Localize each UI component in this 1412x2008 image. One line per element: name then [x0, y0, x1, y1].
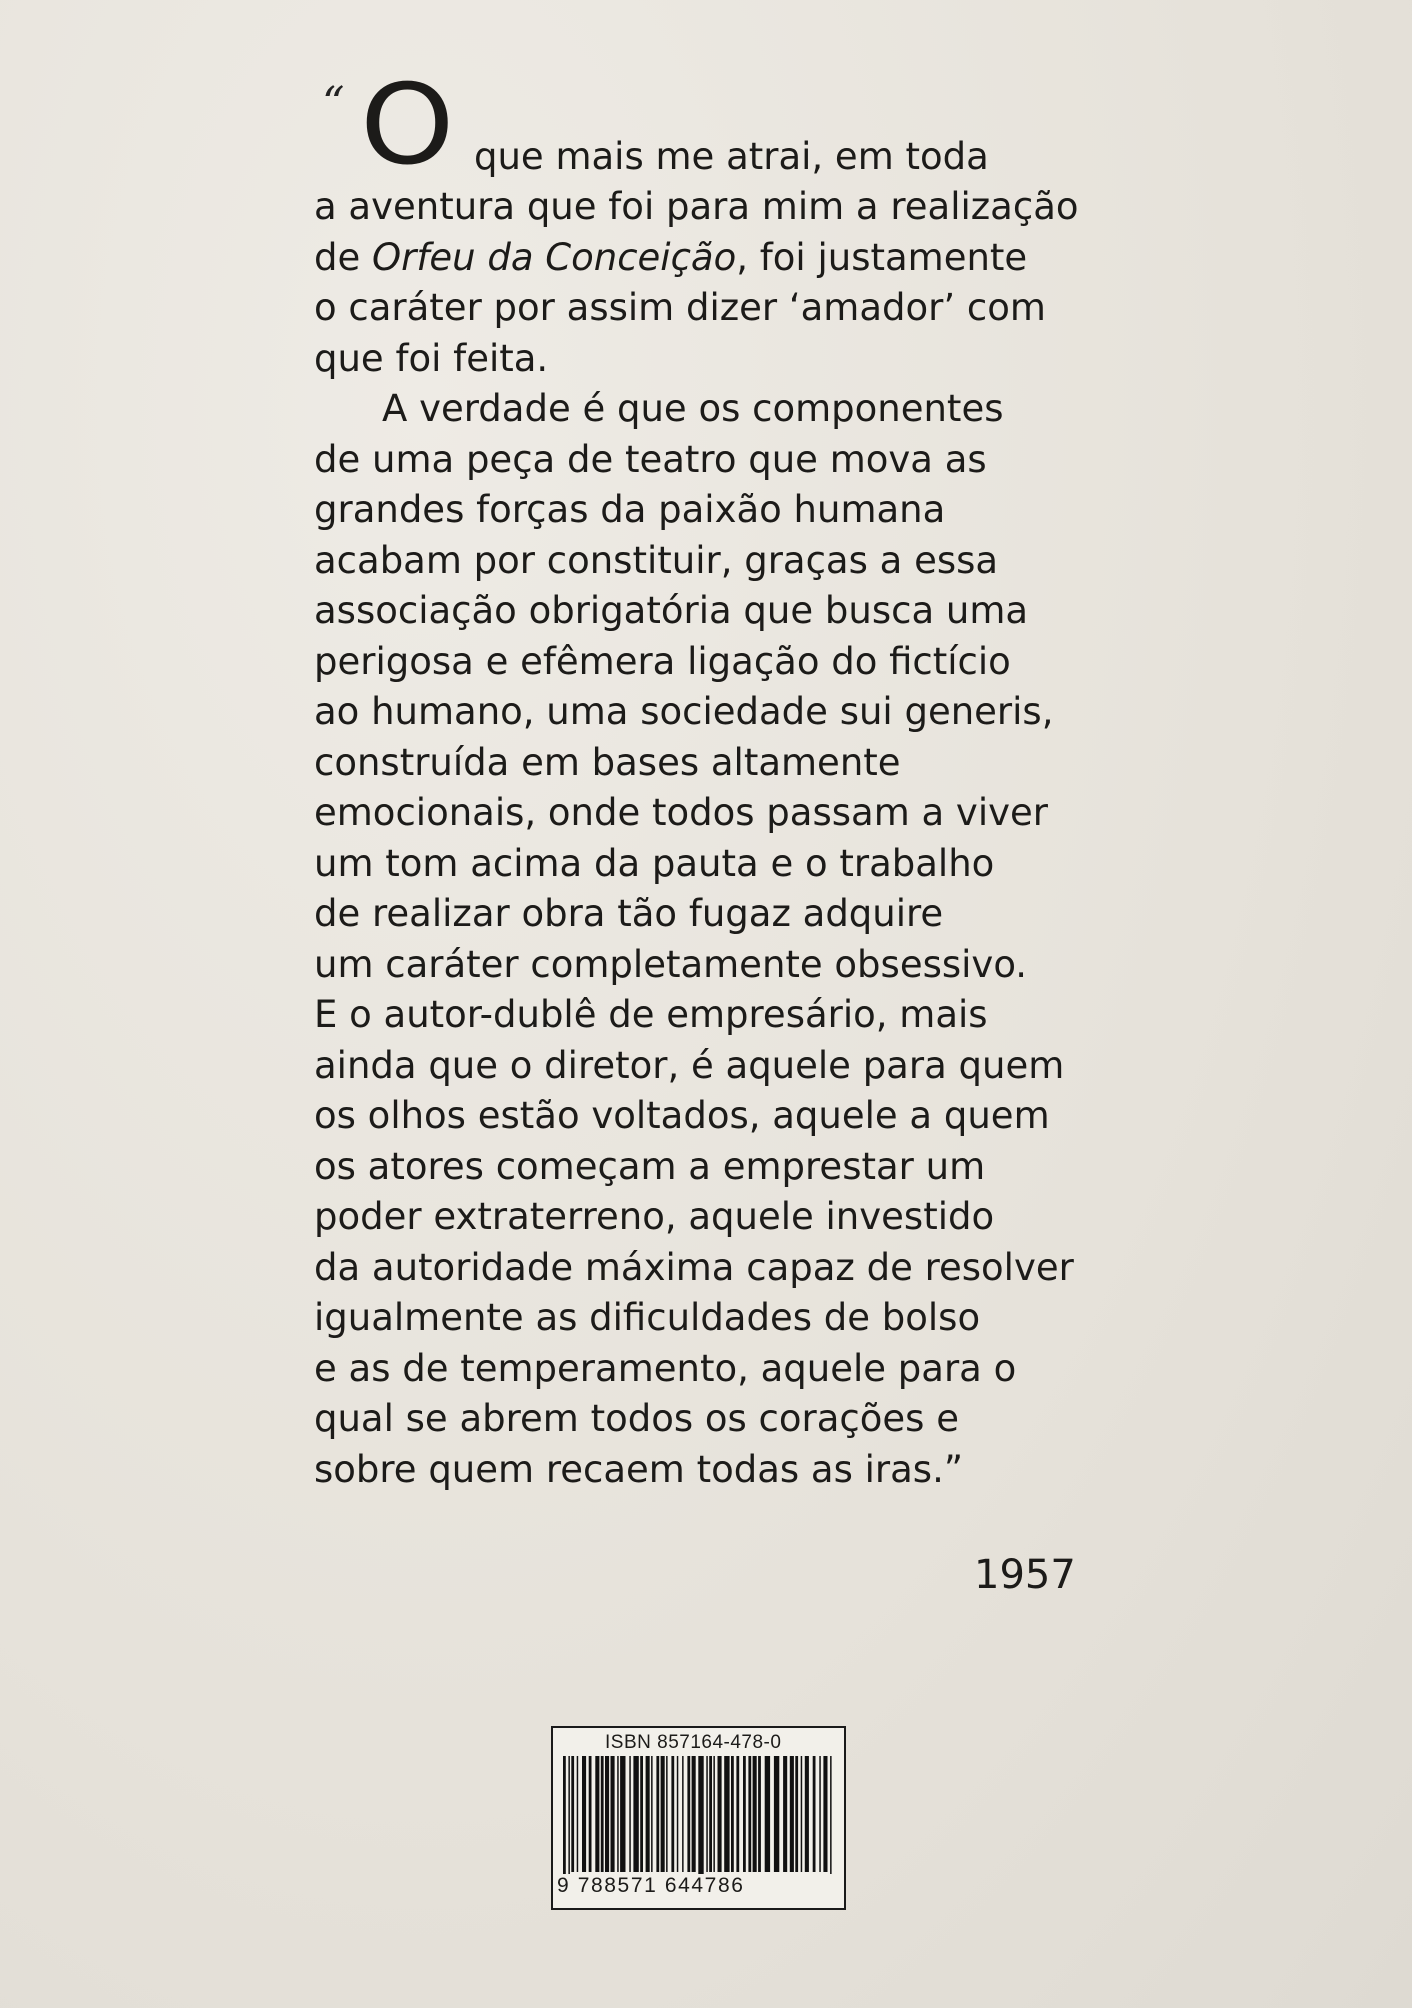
barcode-bar: [589, 1756, 592, 1872]
barcode-bar: [620, 1756, 625, 1872]
barcode-bar: [706, 1756, 708, 1872]
isbn-label: ISBN 857164-478-0: [605, 1732, 782, 1753]
quote-line: de uma peça de teatro que mova as: [314, 437, 987, 481]
barcode-bar: [736, 1756, 739, 1872]
barcode-bar: [692, 1756, 696, 1872]
barcode-bar: [753, 1756, 757, 1872]
barcode-bar: [713, 1756, 715, 1872]
barcode-bar: [758, 1756, 761, 1872]
barcode-bar: [677, 1756, 679, 1872]
barcode-bar: [633, 1756, 638, 1872]
barcode-bar: [577, 1756, 579, 1872]
quote-line: e as de temperamento, aquele para o: [314, 1346, 1017, 1390]
quote-line: sobre quem recaem todas as iras.”: [314, 1447, 963, 1491]
quote-line: poder extraterreno, aquele investido: [314, 1195, 995, 1238]
barcode-bar: [646, 1756, 650, 1872]
quote-line: igualmente as dificuldades de bolso: [314, 1296, 981, 1339]
barcode-bar: [709, 1756, 712, 1872]
barcode-bar: [605, 1756, 609, 1872]
barcode-bar: [783, 1756, 787, 1872]
quote-line: a aventura que foi para mim a realização: [314, 185, 1079, 228]
quote-line: que foi feita.: [314, 336, 549, 380]
quote-line: acabam por constituir, graças a essa: [314, 538, 999, 582]
barcode-bar: [813, 1756, 816, 1872]
quote-line: o caráter por assim dizer ‘amador’ com: [314, 286, 1046, 329]
barcode-bar: [743, 1756, 746, 1872]
quote-body: [314, 182, 1079, 1495]
barcode-bar: [724, 1756, 729, 1872]
barcode-bar: [682, 1756, 684, 1872]
quote-line: emocionais, onde todos passam a viver: [314, 791, 1048, 834]
quote-line: ainda que o diretor, é aquele para quem: [314, 1043, 1065, 1087]
barcode-bar: [805, 1756, 809, 1872]
quote-first-line: que mais me atrai, em toda: [474, 135, 989, 178]
barcode-bar: [774, 1756, 779, 1872]
isbn-barcode: [551, 1726, 846, 1910]
opening-quote-mark: “: [322, 78, 345, 129]
barcode-bar: [640, 1756, 643, 1872]
barcode-bar: [698, 1756, 703, 1880]
quote-line: um tom acima da pauta e o trabalho: [314, 841, 995, 885]
drop-cap-initial: O: [360, 61, 455, 190]
quote-line: os atores começam a emprestar um: [314, 1144, 986, 1188]
quote-line: E o autor-dublê de empresário, mais: [314, 993, 988, 1036]
barcode-bar: [611, 1756, 615, 1872]
quote-line: construída em bases altamente: [314, 740, 901, 784]
barcode-bar: [819, 1756, 821, 1872]
barcode-bar: [629, 1756, 631, 1872]
barcode-bars: [561, 1756, 840, 1880]
barcode-bar: [830, 1756, 832, 1880]
ean-digits: 9 788571 644786: [557, 1874, 840, 1898]
barcode-bar: [568, 1756, 570, 1880]
barcode-bar: [582, 1756, 586, 1872]
barcode-bar: [563, 1756, 566, 1880]
barcode-bar: [651, 1756, 653, 1872]
barcode-bar: [617, 1756, 619, 1872]
barcode-bar: [801, 1756, 803, 1872]
barcode-bar: [571, 1756, 574, 1872]
quote-line: associação obrigatória que busca uma: [314, 589, 1029, 632]
quote-line: grandes forças da paixão humana: [314, 488, 946, 531]
quote-line: um caráter completamente obsessivo.: [314, 942, 1028, 986]
barcode-bar: [795, 1756, 798, 1872]
barcode-bar: [595, 1756, 599, 1872]
year-text: 1957: [974, 1552, 1076, 1598]
barcode-bar: [666, 1756, 668, 1872]
barcode-bar: [731, 1756, 734, 1872]
barcode-bar: [823, 1756, 827, 1872]
barcode-bar: [661, 1756, 665, 1872]
barcode-bar: [671, 1756, 674, 1872]
barcode-bar: [687, 1756, 690, 1872]
quote-line: A verdade é que os componentes: [382, 387, 1004, 430]
barcode-bar: [765, 1756, 770, 1872]
quote-line: de realizar obra tão fugaz adquire: [314, 892, 944, 935]
barcode-bar: [748, 1756, 751, 1872]
play-title: Orfeu da Conceição: [372, 235, 737, 279]
quote-line: da autoridade máxima capaz de resolver: [314, 1245, 1074, 1289]
quote-line: ao humano, uma sociedade sui generis,: [314, 690, 1054, 733]
quote-line: de Orfeu da Conceição, foi justamente: [314, 235, 1028, 279]
barcode-bar: [790, 1756, 794, 1872]
barcode-bar: [656, 1756, 659, 1872]
quote-line: perigosa e efêmera ligação do fictício: [314, 639, 1011, 683]
quote-line: qual se abrem todos os corações e: [314, 1397, 959, 1440]
barcode-bar: [718, 1756, 722, 1872]
quote-line: os olhos estão voltados, aquele a quem: [314, 1094, 1050, 1137]
barcode-bar: [601, 1756, 604, 1872]
